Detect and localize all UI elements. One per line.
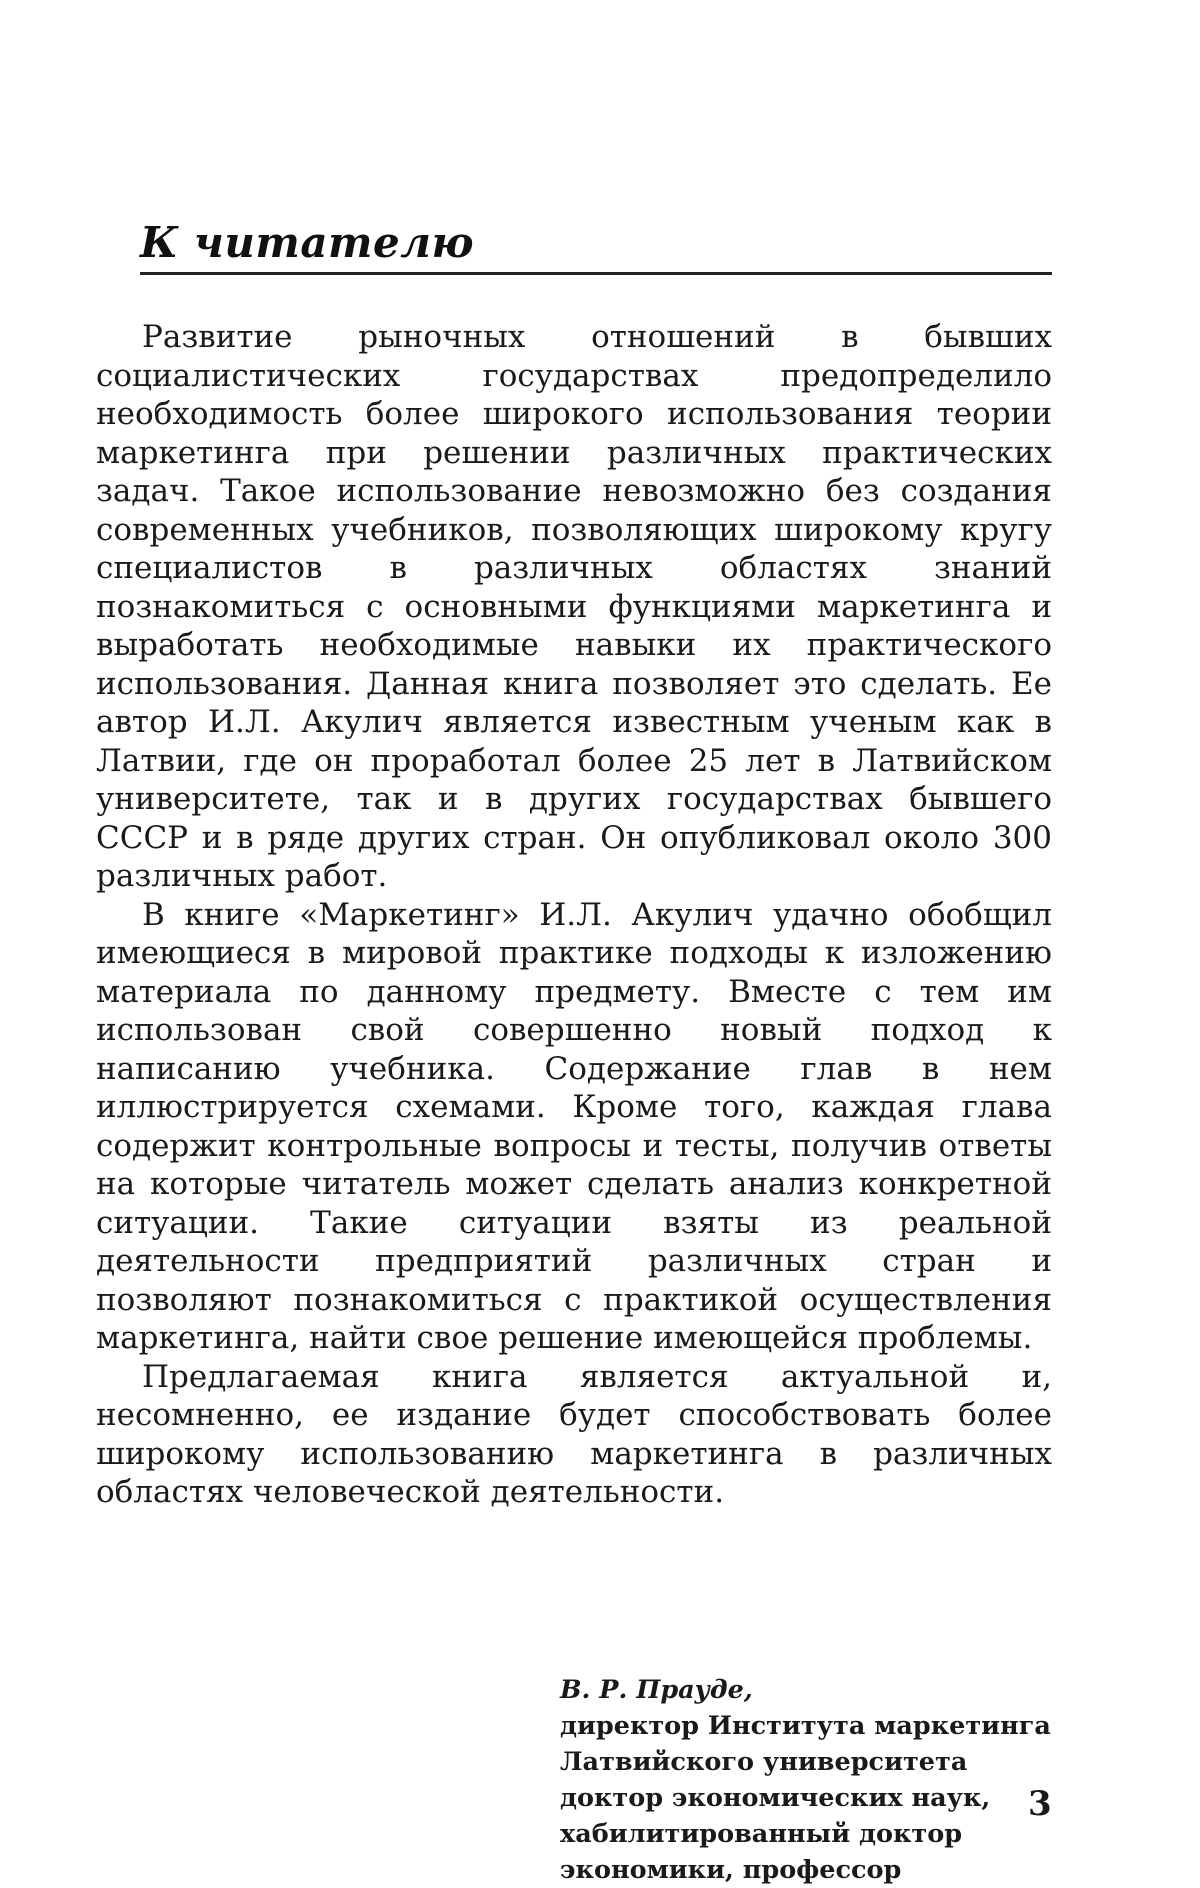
page-number: 3: [1028, 1784, 1052, 1824]
signature-title-line: доктор экономических наук,: [560, 1783, 991, 1813]
signature-name: В. Р. Прауде,: [560, 1675, 753, 1705]
paragraph-3: Предлагаемая книга является актуальной и, несомненно, ее издание будет способствовать более широкому использованию маркетинга в различных областях человеческой деятельности.: [96, 1358, 1052, 1510]
body-text: [96, 318, 1052, 1512]
heading-rule: [140, 272, 1052, 275]
paragraph-1: Развитие рыночных отношений в бывших социалистических государствах предопределило необходимость более широкого использования теории маркетинга при решении различных практических задач. Такое использование невозможно без создания современных учебников, позволяющих широкому кругу специалистов в различных областях знаний познакомиться с основными функциями маркетинга и выработать необходимые навыки их практического использования. Данная книга позволяет это сделать. Ее автор И.Л. Акулич является известным ученым как в Латвии, где он проработал более 25 лет в Латвийском университете, так и в других государствах бывшего СССР и в ряде других стран. Он опубликовал около 300 различных работ.: [96, 319, 1052, 894]
signature-title-line: Латвийского университета: [560, 1747, 968, 1777]
signature-title-line: директор Института маркетинга: [560, 1711, 1051, 1741]
signature-title-line: экономики, профессор: [560, 1855, 902, 1885]
signature-title-line: хабилитированный доктор: [560, 1819, 963, 1849]
paragraph-2: В книге «Маркетинг» И.Л. Акулич удачно обобщил имеющиеся в мировой практике подходы к изложению материала по данному предмету. Вместе с тем им использован свой совершенно новый подход к написанию учебника. Содержание глав в нем иллюстрируется схемами. Кроме того, каждая глава содержит контрольные вопросы и тесты, получив ответы на которые читатель может сделать анализ конкретной ситуации. Такие ситуации взяты из реальной деятельности предприятий различных стран и позволяют познакомиться с практикой осуществления маркетинга, найти свое решение имеющейся проблемы.: [96, 896, 1052, 1356]
section-heading: К читателю: [140, 218, 475, 267]
signature-block: [560, 1672, 1060, 1888]
